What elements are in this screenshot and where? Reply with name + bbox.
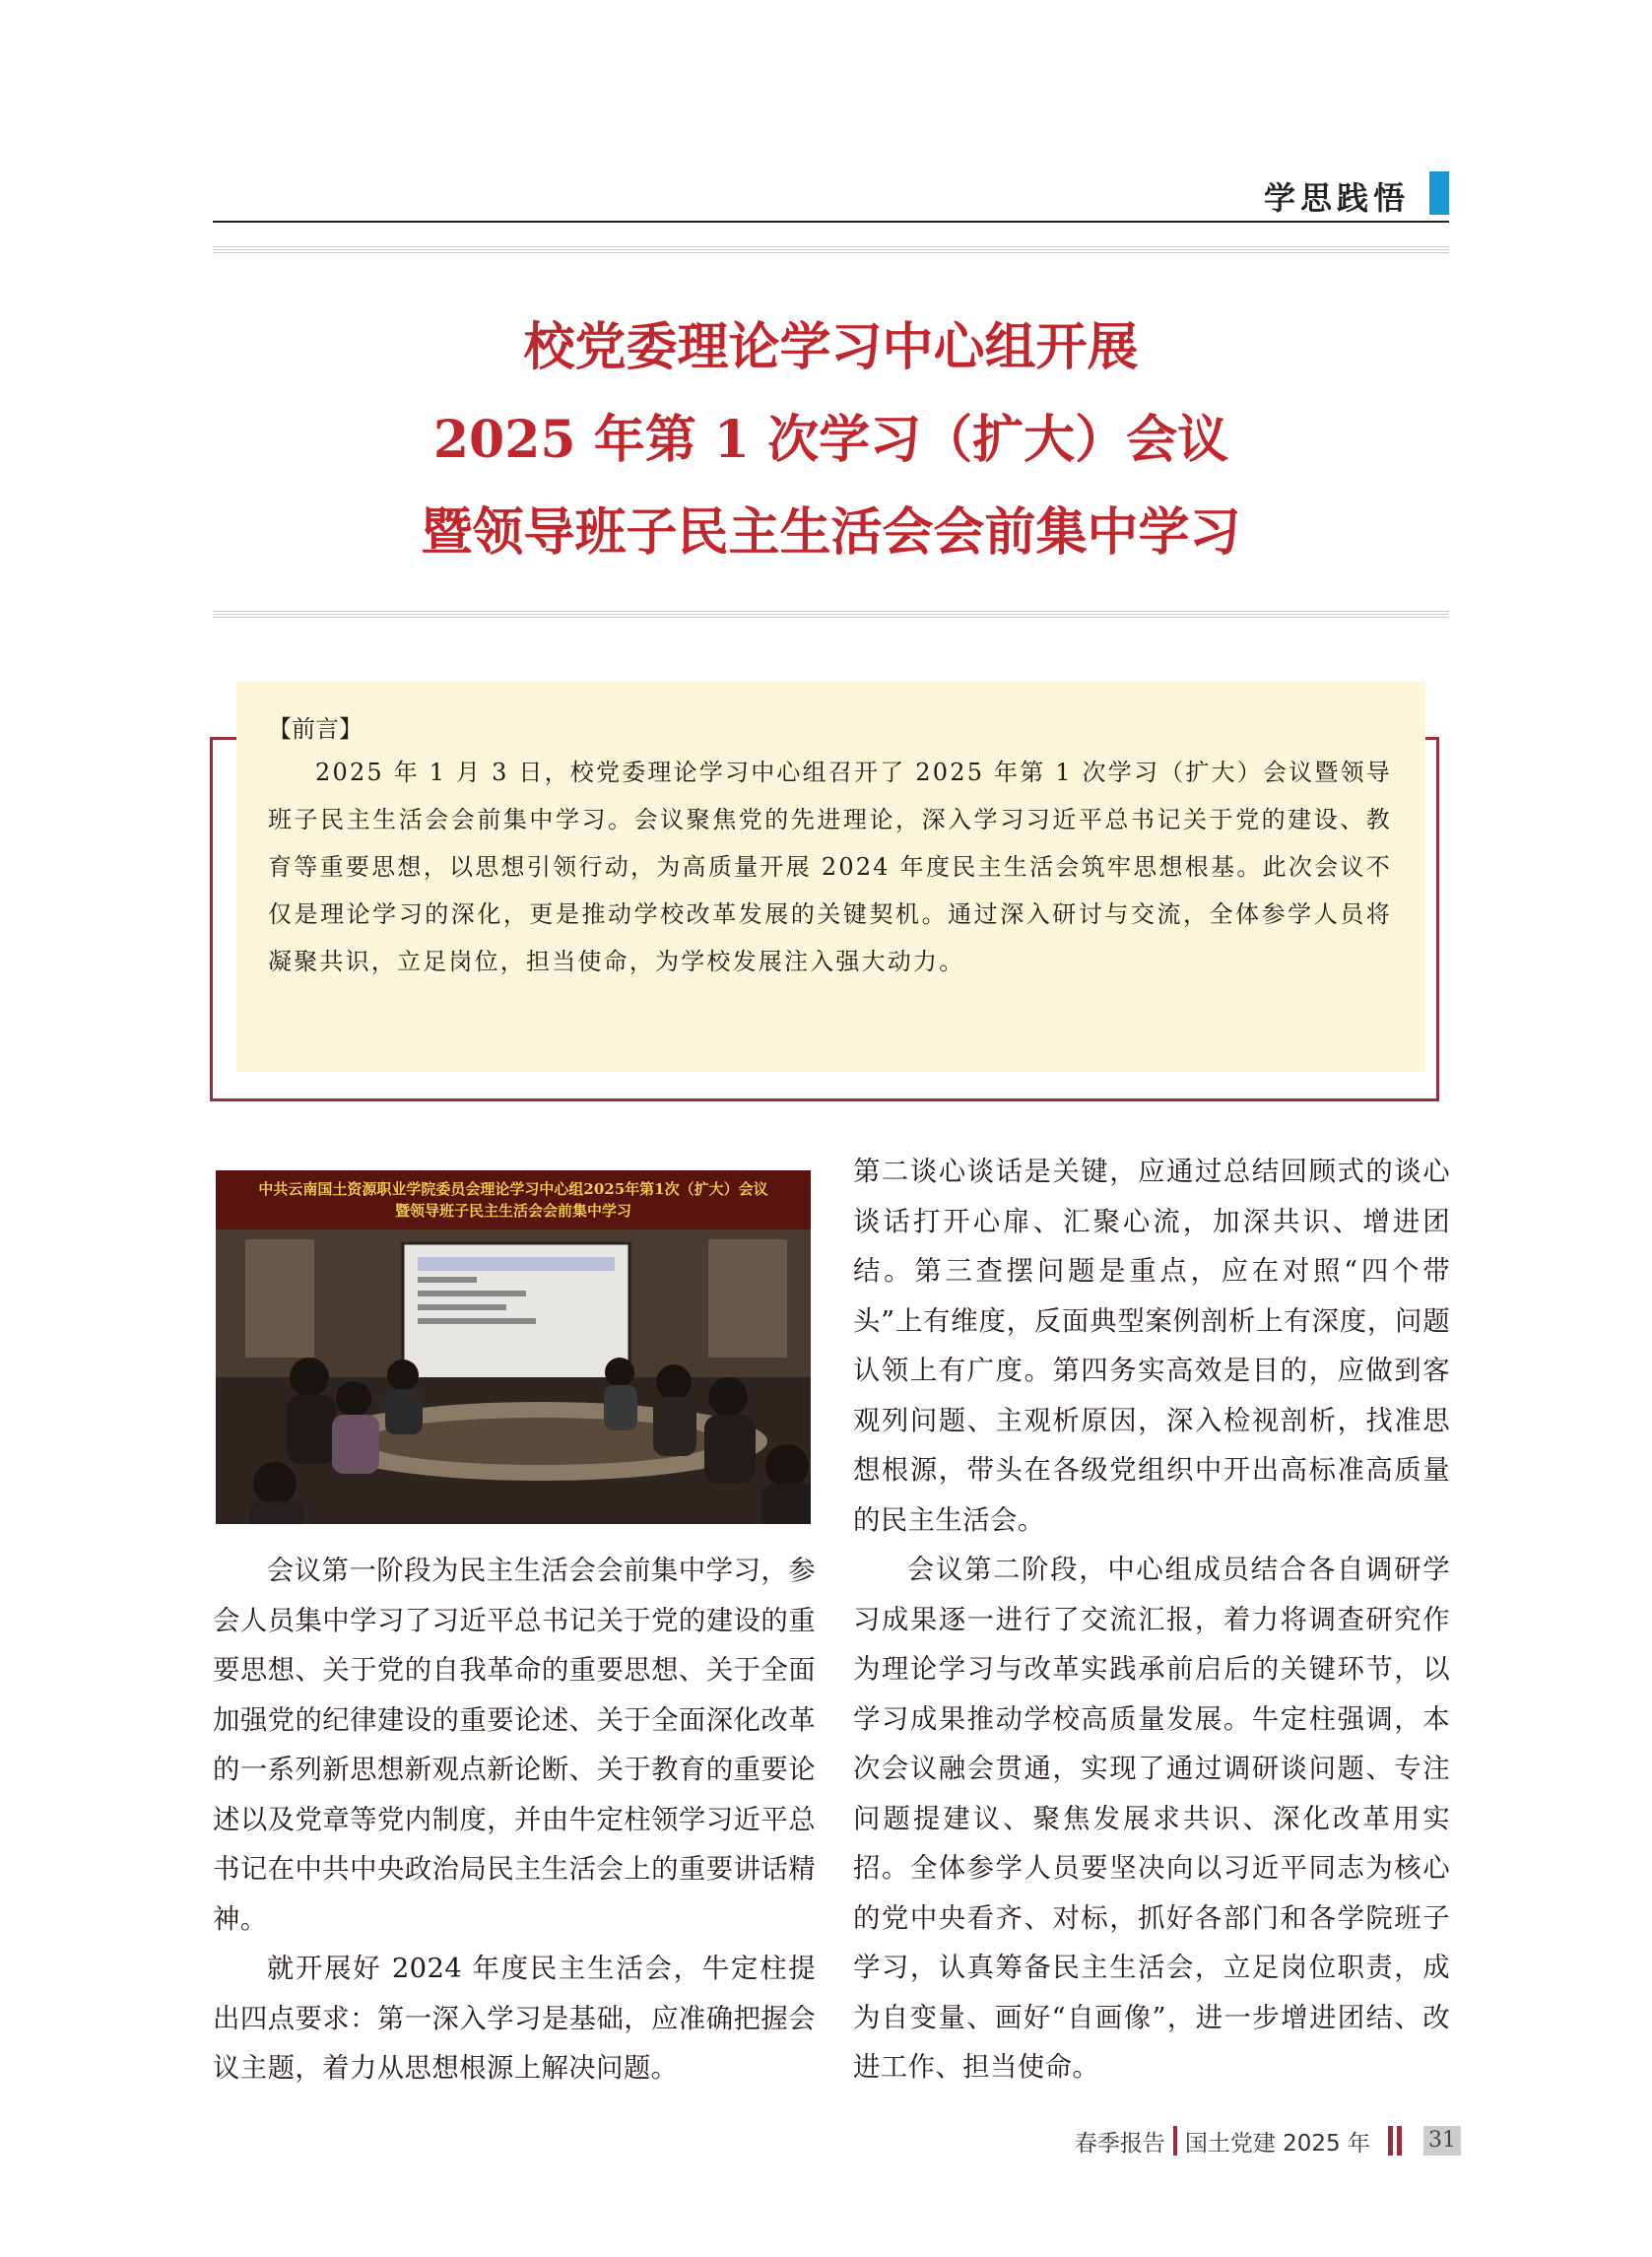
footer-separator bbox=[1173, 2126, 1177, 2156]
meeting-photo bbox=[216, 1170, 811, 1524]
title-line-3: 暨领导班子民主生活会会前集中学习 bbox=[421, 502, 1241, 563]
left-column bbox=[213, 1547, 816, 2094]
right-column bbox=[853, 1148, 1450, 2093]
preface-label: 【前言】 bbox=[268, 715, 363, 743]
paragraph: 会议第一阶段为民主生活会会前集中学习，参会人员集中学习了习近平总书记关于党的建设的重要思想、关于党的自我革命的重要思想、关于全面加强党的纪律建设的重要论述、关于全面深化改革的一系列新思想新观点新论断、关于教育的重要论述以及党章等党内制度，并由牛定柱领学习近平总书记在中共中央政治局民主生活会上的重要讲话精神。 bbox=[213, 1556, 816, 1935]
article-title bbox=[213, 301, 1449, 579]
section-label: 学思践悟 bbox=[1263, 179, 1410, 217]
title-line-1: 校党委理论学习中心组开展 bbox=[523, 317, 1139, 377]
preface-box bbox=[236, 682, 1425, 1072]
photo-banner-line-1: 中共云南国土资源职业学院委员会理论学习中心组2025年第1次（扩大）会议 bbox=[258, 1180, 768, 1198]
page-number: 31 bbox=[1423, 2126, 1461, 2156]
title-rule-top bbox=[213, 246, 1449, 255]
meeting-photo-image bbox=[216, 1170, 811, 1524]
paragraph: 会议第二阶段，中心组成员结合各自调研学习成果逐一进行了交流汇报，着力将调查研究作为理论学习与改革实践承前启后的关键环节，以学习成果推动学校高质量发展。牛定柱强调，本次会议融会贯通，实现了通过调研谈问题、专注问题提建议、聚焦发展求共识、深化改革用实招。全体参学人员要坚决向以习近平同志为核心的党中央看齐、对标，抓好各部门和各学院班子学习，认真筹备民主生活会，立足岗位职责，成为自变量、画好“自画像”，进一步增进团结、改进工作、担当使命。 bbox=[853, 1555, 1450, 2083]
title-rule-bottom bbox=[213, 611, 1449, 620]
footer-report: 春季报告 bbox=[1074, 2130, 1165, 2157]
section-accent-bar bbox=[1429, 171, 1449, 215]
preface-text: 2025 年 1 月 3 日，校党委理论学习中心组召开了 2025 年第 1 次学习（扩大）会议暨领导班子民主生活会会前集中学习。会议聚焦党的先进理论，深入学习习近平总书记关于党的建设、教育等重要思想，以思想引领行动，为高质量开展 2024 年度民主生活会筑牢思想根基。此次会议不仅是理论学习的深化，更是推动学校改革发展的关键契机。通过深入研讨与交流，全体参学人员将凝聚共识，立足岗位，担当使命，为学校发展注入强大动力。 bbox=[268, 759, 1392, 975]
photo-banner-line-2: 暨领导班子民主生活会会前集中学习 bbox=[394, 1202, 632, 1220]
footer-separator bbox=[1388, 2126, 1393, 2156]
paragraph: 就开展好 2024 年度民主生活会，牛定柱提出四点要求：第一深入学习是基础，应准确把握会议主题，着力从思想根源上解决问题。 bbox=[213, 1954, 816, 2084]
section-header bbox=[213, 166, 1449, 223]
footer-magazine: 国土党建 2025 年 bbox=[1184, 2130, 1370, 2157]
paragraph: 第二谈心谈话是关键，应通过总结回顾式的谈心谈话打开心扉、汇聚心流，加深共识、增进团结。第三查摆问题是重点，应在对照“四个带头”上有维度，反面典型案例剖析上有深度，问题认领上有广度。第四务实高效是目的，应做到客观列问题、主观析原因，深入检视剖析，找准思想根源，带头在各级党组织中开出高标准高质量的民主生活会。 bbox=[853, 1157, 1450, 1536]
page-footer bbox=[1075, 2124, 1461, 2157]
footer-separator bbox=[1397, 2126, 1402, 2156]
title-line-2: 2025 年第 1 次学习（扩大）会议 bbox=[432, 410, 1229, 470]
